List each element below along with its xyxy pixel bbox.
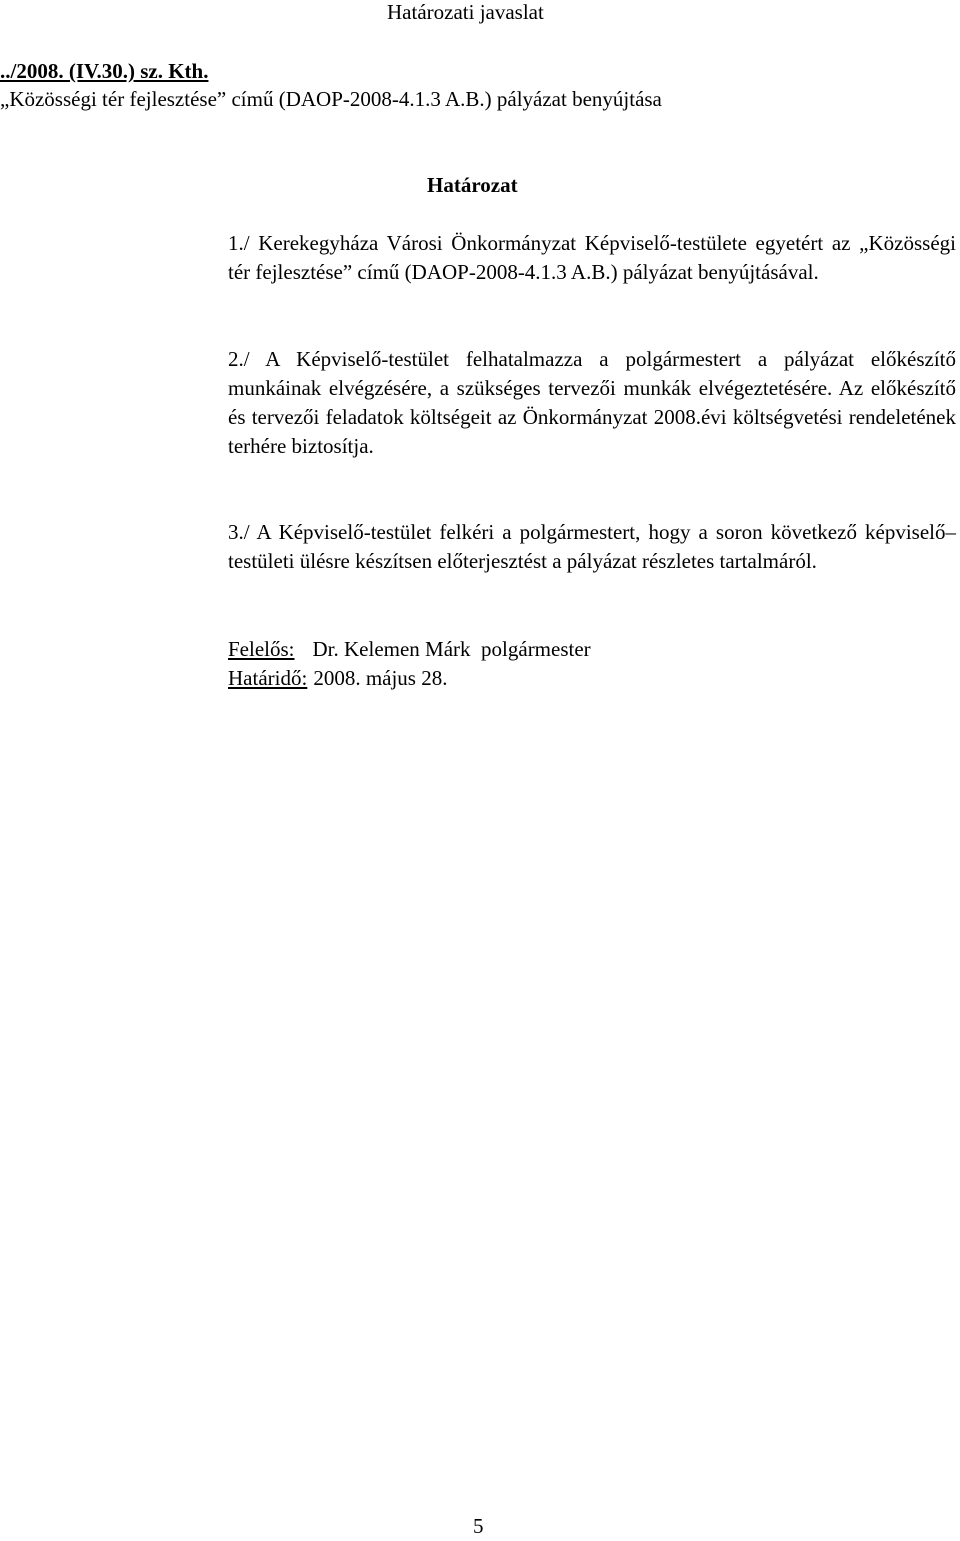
header-title: Határozati javaslat bbox=[387, 0, 544, 24]
deadline-value: 2008. május 28. bbox=[313, 666, 448, 690]
deadline-label: Határidő: bbox=[228, 666, 308, 690]
responsible-row bbox=[228, 635, 591, 664]
deadline-row bbox=[228, 664, 447, 693]
responsible-label: Felelős: bbox=[228, 637, 295, 661]
paragraph-1: 1./ Kerekegyháza Városi Önkormányzat Képviselő-testülete egyetért az „Közösségi tér fejlesztése” című (DAOP-2008-4.1.3 A.B.) pályázat benyújtásával. bbox=[228, 231, 956, 284]
page-number: 5 bbox=[473, 1514, 484, 1538]
responsible-value: Dr. Kelemen Márk polgármester bbox=[312, 637, 591, 661]
section-heading: Határozat bbox=[427, 173, 518, 197]
subject-line: „Közösségi tér fejlesztése” című (DAOP-2008-4.1.3 A.B.) pályázat benyújtása bbox=[0, 87, 662, 111]
paragraph-2: 2./ A Képviselő-testület felhatalmazza a polgármestert a pályázat előkészítő munkáinak elvégzésére, a szükséges tervezői munkák elvégeztetésére. Az előkészítő és tervezői feladatok költségeit az Önkormányzat 2008.évi költségvetési rendeletének terhére biztosítja. bbox=[228, 347, 956, 458]
paragraph-3: 3./ A Képviselő-testület felkéri a polgármestert, hogy a soron következő képviselő–testületi ülésre készítsen előterjesztést a pályázat részletes tartalmáról. bbox=[228, 520, 956, 573]
resolution-number: ../2008. (IV.30.) sz. Kth. bbox=[0, 59, 209, 83]
